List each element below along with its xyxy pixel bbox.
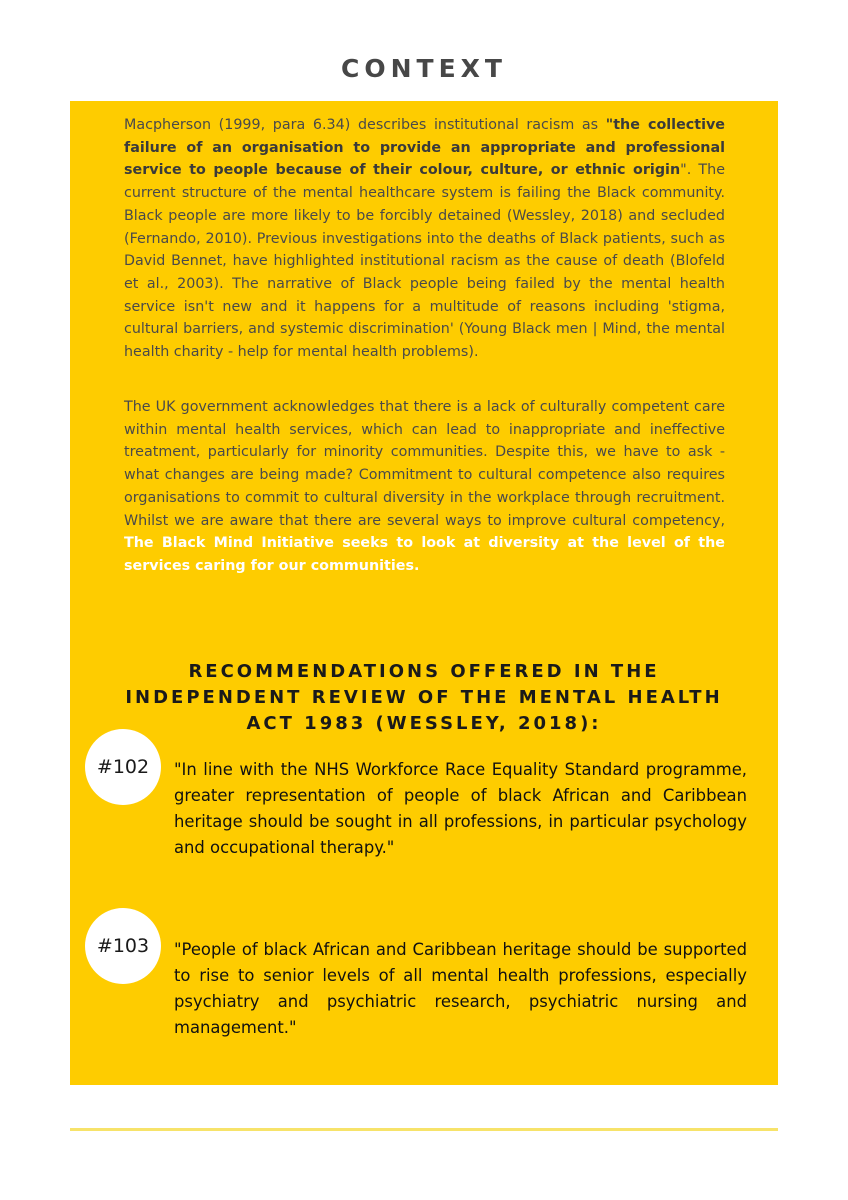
initiative-highlight: The Black Mind Initiative seeks to look at diversity at the level of the services caring for our communities. <box>124 535 725 574</box>
paragraph-2-body: The UK government acknowledges that there is a lack of culturally competent care within mental health services, which can lead to inappropriate and ineffective treatment, particularly for minority communities. Despite this, we have to ask - what changes are being made? Commitment to cultural competence also requires organisations to commit to cultural diversity in the workplace through recruitment. Whilst we are aware that there are several ways to improve cultural competency, <box>124 399 725 529</box>
footer-divider <box>70 1128 778 1131</box>
recommendation-number-badge: #103 <box>85 908 161 984</box>
page-title: CONTEXT <box>341 54 507 83</box>
recommendation-quote: "In line with the NHS Workforce Race Equality Standard programme, greater representation of people of black African and Caribbean heritage should be sought in all professions, in particular psychology and occupational therapy." <box>174 760 747 857</box>
context-paragraph-1 <box>124 114 725 364</box>
recommendation-number-badge: #102 <box>85 729 161 805</box>
paragraph-1-body: ". The current structure of the mental healthcare system is failing the Black community. Black people are more likely to be forcibly detained (Wessley, 2018) and secluded (Fernando, 2010). Previous investigations into the deaths of Black patients, such as David Bennet, have highlighted institutional racism as the cause of death (Blofeld et al., 2003). The narrative of Black people being failed by the mental health service isn't new and it happens for a multitude of reasons including 'stigma, cultural barriers, and systemic discrimination' (Young Black men | Mind, the mental health charity - help for mental health problems). <box>124 162 725 361</box>
macpherson-definition-quote: "the collective failure of an organisation to provide an appropriate and professional service to people because of their colour, culture, or ethnic origin <box>124 117 725 179</box>
context-panel <box>70 101 778 1085</box>
recommendations-heading: RECOMMENDATIONS OFFERED IN THE INDEPENDENT REVIEW OF THE MENTAL HEALTH ACT 1983 (WESSLEY, 2018): <box>125 661 723 734</box>
recommendation-quote: "People of black African and Caribbean heritage should be supported to rise to senior levels of all mental health professions, especially psychiatry and psychiatric research, psychiatric nursing and management." <box>174 940 747 1037</box>
context-paragraph-2 <box>124 396 725 578</box>
paragraph-1-intro: Macpherson (1999, para 6.34) describes institutional racism as <box>124 117 606 133</box>
